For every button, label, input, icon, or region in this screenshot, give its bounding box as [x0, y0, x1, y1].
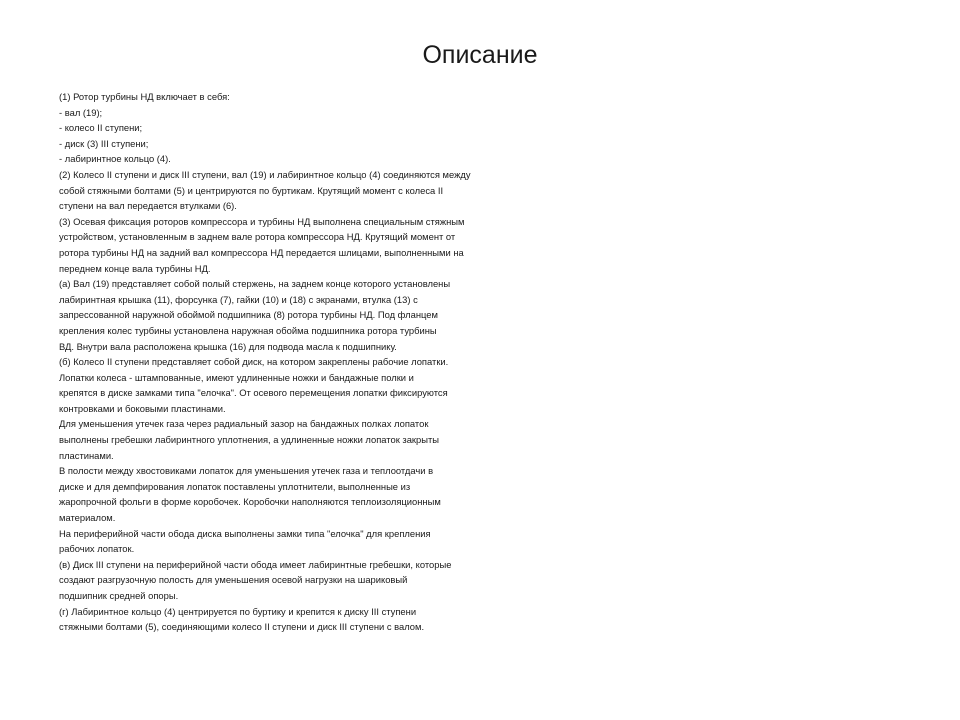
body-line: крепятся в диске замками типа "елочка". От осевого перемещения лопатки фиксируются [59, 387, 448, 399]
body-line: контровками и боковыми пластинами. [59, 402, 226, 414]
body-line: выполнены гребешки лабиринтного уплотнения, а удлиненные ножки лопаток закрыты [59, 434, 439, 446]
body-line: ступени на вал передается втулками (6). [59, 200, 237, 212]
slide-title: Описание [422, 41, 538, 69]
body-line: рабочих лопаток. [59, 543, 135, 555]
body-line: собой стяжными болтами (5) и центрируются по буртикам. Крутящий момент с колеса II [59, 184, 444, 196]
body-line: стяжными болтами (5), соединяющими колесо II ступени и диск III ступени с валом. [59, 621, 425, 633]
body-line: (3) Осевая фиксация роторов компрессора и турбины НД выполнена специальным стяжным [59, 215, 465, 227]
body-line: (2) Колесо II ступени и диск III ступени, вал (19) и лабиринтное кольцо (4) соединяются между [59, 168, 471, 180]
body-line: В полости между хвостовиками лопаток для уменьшения утечек газа и теплоотдачи в [59, 465, 434, 477]
body-line: крепления колес турбины установлена наружная обойма подшипника ротора турбины [59, 324, 437, 336]
body-line: - лабиринтное кольцо (4). [59, 153, 171, 165]
body-line: - колесо II ступени; [59, 122, 143, 134]
body-line: устройством, установленным в заднем вале ротора компрессора НД. Крутящий момент от [59, 231, 456, 243]
body-line: жаропрочной фольги в форме коробочек. Коробочки наполняются теплоизоляционным [59, 496, 441, 508]
slide-body [59, 89, 529, 635]
body-line: диске и для демпфирования лопаток поставлены уплотнители, выполненные из [59, 480, 411, 492]
body-line: Для уменьшения утечек газа через радиальный зазор на бандажных полках лопаток [59, 418, 429, 430]
body-line: переднем конце вала турбины НД. [59, 262, 211, 274]
body-line: создают разгрузочную полость для уменьшения осевой нагрузки на шариковый [59, 574, 408, 586]
body-line: - диск (3) III ступени; [59, 137, 149, 149]
body-line: материалом. [59, 512, 116, 524]
body-line: запрессованной наружной обоймой подшипника (8) ротора турбины НД. Под фланцем [59, 309, 438, 321]
body-line: подшипник средней опоры. [59, 590, 179, 601]
body-line: (г) Лабиринтное кольцо (4) центрируется по буртику и крепится к диску III ступени [59, 605, 417, 617]
body-line: (1) Ротор турбины НД включает в себя: [59, 91, 230, 102]
body-line: - вал (19); [59, 106, 103, 118]
body-line: ротора турбины НД на задний вал компрессора НД передается шлицами, выполненными на [59, 246, 464, 258]
body-line: пластинами. [59, 449, 114, 461]
body-line: лабиринтная крышка (11), форсунка (7), гайки (10) и (18) с экранами, втулка (13) с [59, 293, 418, 305]
body-line: Лопатки колеса - штампованные, имеют удлиненные ножки и бандажные полки и [59, 371, 414, 383]
body-line: (б) Колесо II ступени представляет собой диск, на котором закреплены рабочие лопатки. [59, 356, 449, 368]
body-line: (в) Диск III ступени на периферийной части обода имеет лабиринтные гребешки, которые [59, 558, 452, 570]
body-line: ВД. Внутри вала расположена крышка (16) для подвода масла к подшипнику. [59, 340, 397, 352]
body-line: На периферийной части обода диска выполнены замки типа "елочка" для крепления [59, 527, 431, 539]
body-line: (а) Вал (19) представляет собой полый стержень, на заднем конце которого установлены [59, 278, 451, 290]
